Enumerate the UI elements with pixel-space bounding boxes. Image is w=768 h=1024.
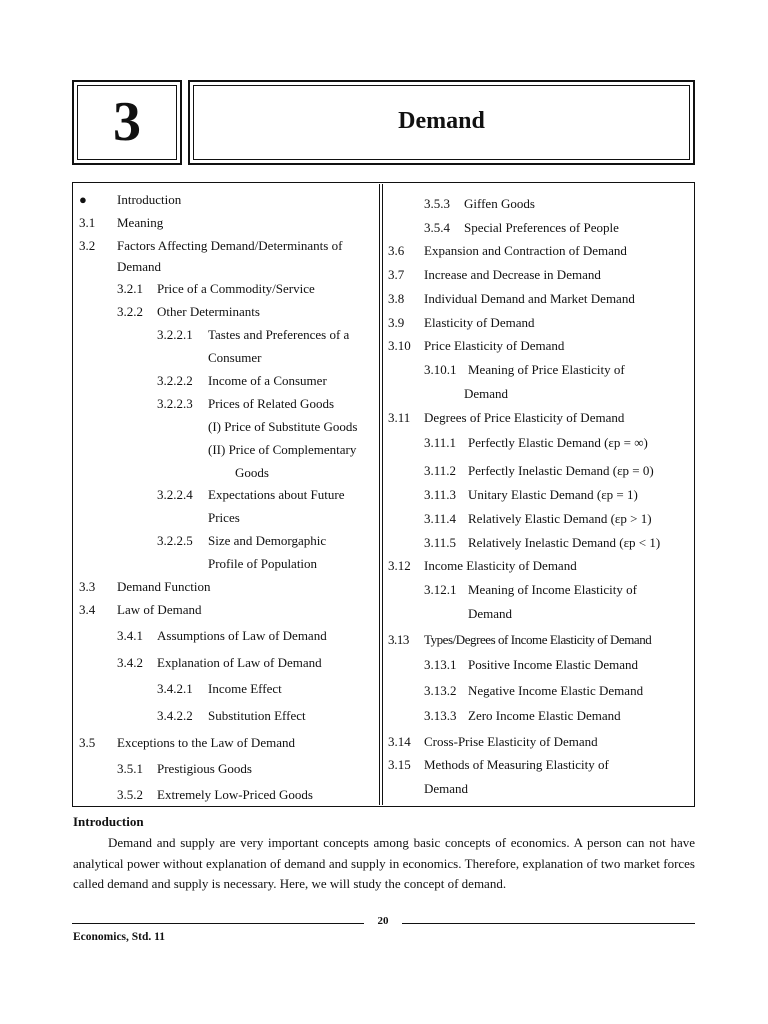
page-number: 20: [377, 915, 389, 927]
intro-paragraph: Demand and supply are very important concepts among basic concepts of economics. A person can not have analytical power without explanation of demand and supply in economics. Therefore, explanation of two market forces called demand and supply is necessary. Here, we will study the concept of demand.: [73, 835, 695, 891]
chapter-number: 3: [113, 91, 141, 153]
section-heading: Introduction: [73, 814, 144, 829]
chapter-title: Demand: [398, 108, 485, 134]
chapter-title-box: [188, 80, 695, 165]
toc-column-divider: [379, 184, 383, 805]
footer-rule: [402, 923, 695, 924]
bullet-icon: ●: [79, 192, 87, 207]
footer-rule: [72, 923, 364, 924]
chapter-number-box: [72, 80, 182, 165]
footer-book-title: Economics, Std. 11: [73, 931, 166, 943]
